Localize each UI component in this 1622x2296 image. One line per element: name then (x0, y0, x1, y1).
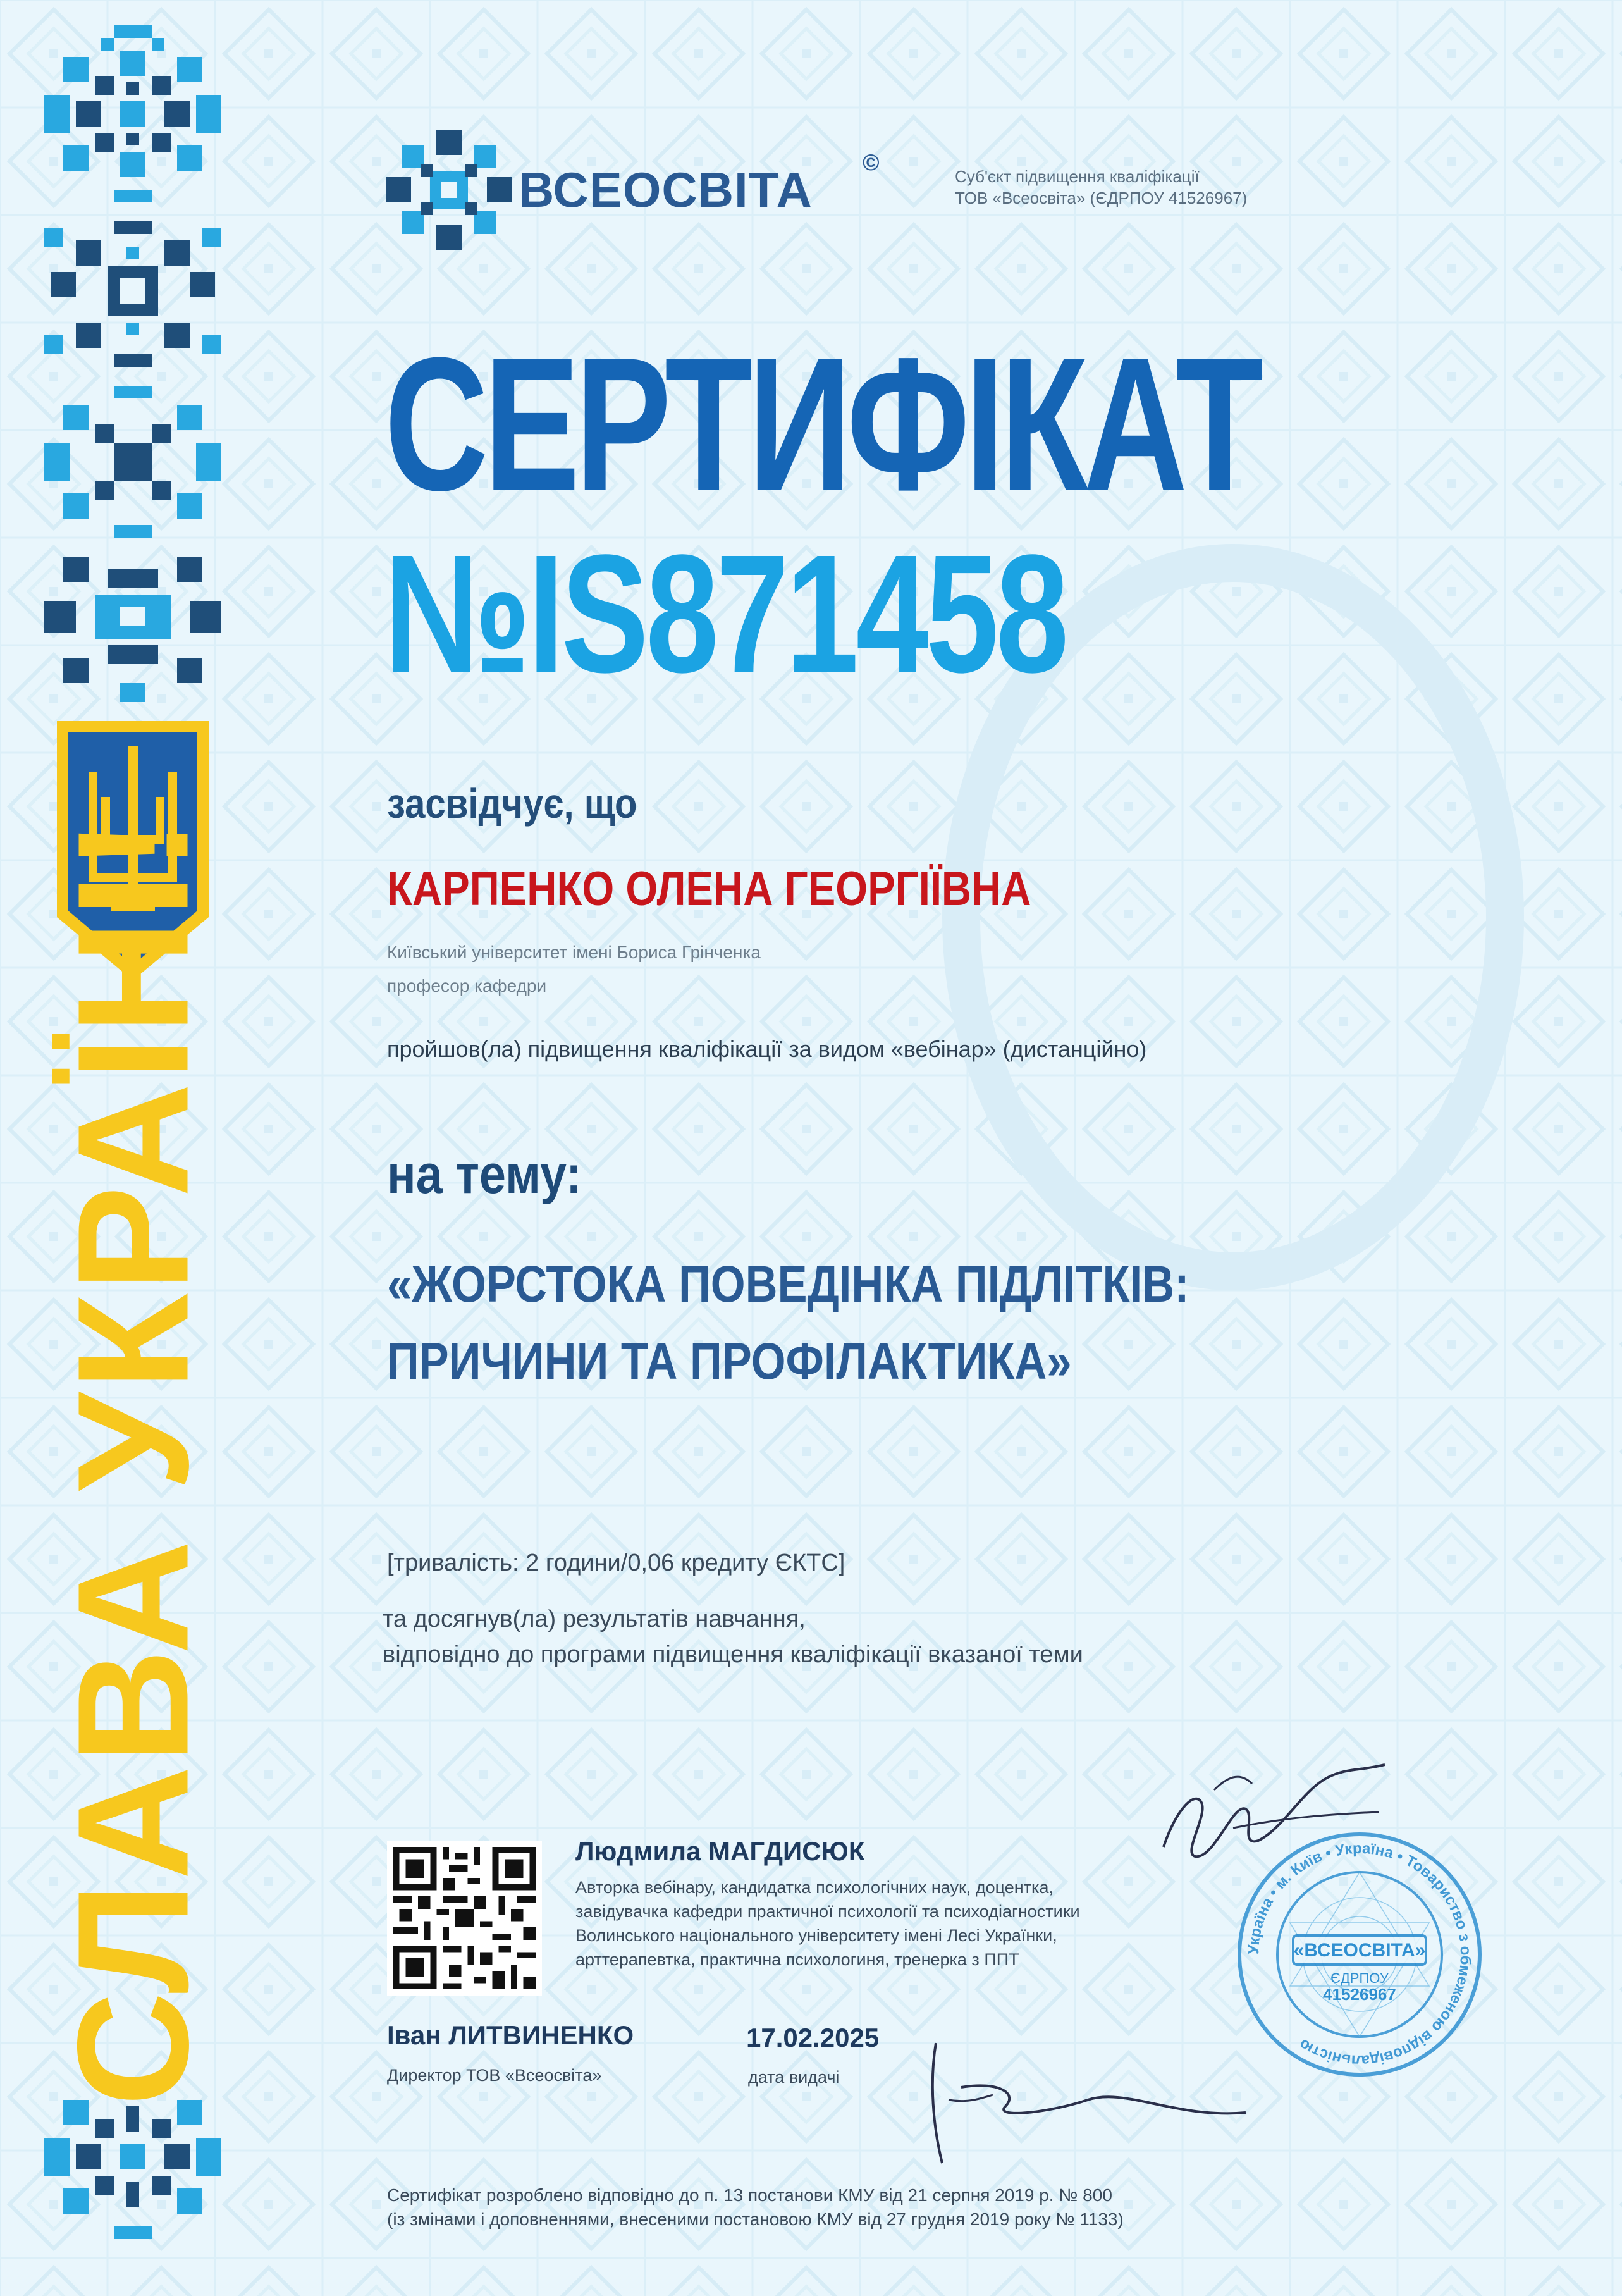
recipient-position: професор кафедри (387, 976, 547, 996)
results-line-2: відповідно до програми підвищення кваліфікації вказаної теми (383, 1641, 1083, 1668)
footer-legal-note (387, 2183, 1124, 2231)
qr-code[interactable] (387, 1841, 542, 1996)
author-name: Людмила МАГДИСЮК (575, 1836, 865, 1866)
stamp-code-label: ЄДРПОУ (1330, 1970, 1389, 1986)
issuer-line-2: ТОВ «Всеосвіта» (ЄДРПОУ 41526967) (955, 188, 1248, 207)
topic-line-1: «ЖОРСТОКА ПОВЕДІНКА ПІДЛІТКІВ: (387, 1256, 1189, 1313)
certificate-title: СЕРТИФІКАТ (384, 318, 1259, 530)
footer-line-2: (із змінами і доповненнями, внесеними постановою КМУ від 27 грудня 2019 року № 1133) (387, 2209, 1124, 2229)
director-signature (923, 2024, 1252, 2176)
footer-line-1: Сертифікат розроблено відповідно до п. 13 постанови КМУ від 21 серпня 2019 р. № 800 (387, 2185, 1112, 2205)
duration-text: [тривалість: 2 години/0,06 кредиту ЄКТС] (387, 1550, 845, 1576)
director-title: Директор ТОВ «Всеосвіта» (387, 2066, 602, 2085)
copyright-mark: © (863, 149, 880, 175)
director-name: Іван ЛИТВИНЕНКО (387, 2020, 634, 2050)
results-text (383, 1602, 1083, 1672)
issue-date-label: дата видачі (748, 2068, 840, 2087)
topic-line-2: ПРИЧИНИ ТА ПРОФІЛАКТИКА» (387, 1333, 1072, 1390)
author-desc-line-4: арттерапевтка, практична психологиня, тренерка з ППТ (575, 1950, 1019, 1969)
official-stamp (1233, 1828, 1486, 2081)
stamp-center-text: «ВСЕОСВІТА» (1293, 1940, 1426, 1961)
vseosvita-snowflake-icon (383, 127, 515, 253)
topic-label: на тему: (387, 1144, 582, 1205)
recipient-institution: Київський університет імені Бориса Грінченка (387, 942, 761, 962)
results-line-1: та досягнув(ла) результатів навчання, (383, 1606, 806, 1633)
author-desc-line-2: завідувачка кафедри практичної психології та психодіагностики (575, 1902, 1080, 1921)
stamp-ring-text: Україна • м. Київ • Україна • Товариство з обмеженою відповідальністю (1244, 1839, 1475, 2070)
author-description (575, 1875, 1080, 1972)
issue-date: 17.02.2025 (746, 2023, 880, 2052)
recipient-name: КАРПЕНКО ОЛЕНА ГЕОРГІЇВНА (387, 862, 1031, 916)
slava-ukraini-banner: СЛАВА УКРАЇНІ! (44, 815, 221, 2107)
completion-text: пройшов(ла) підвищення кваліфікації за видом «вебінар» (дистанційно) (387, 1036, 1147, 1062)
certificate-number: №IS871458 (384, 520, 1066, 708)
author-desc-line-1: Авторка вебінару, кандидатка психологічних наук, доцентка, (575, 1878, 1054, 1897)
stamp-code: 41526967 (1323, 1985, 1396, 2004)
ornament-middle-2 (44, 386, 221, 538)
ornament-middle-1 (44, 221, 221, 367)
topic-title (387, 1246, 1189, 1400)
issuer-info (955, 166, 1247, 209)
certifies-text: засвідчує, що (387, 780, 637, 827)
brand-name: ВСЕОСВІТА (519, 162, 813, 218)
issuer-line-1: Суб'єкт підвищення кваліфікації (955, 167, 1200, 186)
ornament-top (44, 25, 221, 202)
author-desc-line-3: Волинського національного університету імені Лесі Українки, (575, 1926, 1057, 1945)
ornament-middle-3 (44, 557, 221, 702)
